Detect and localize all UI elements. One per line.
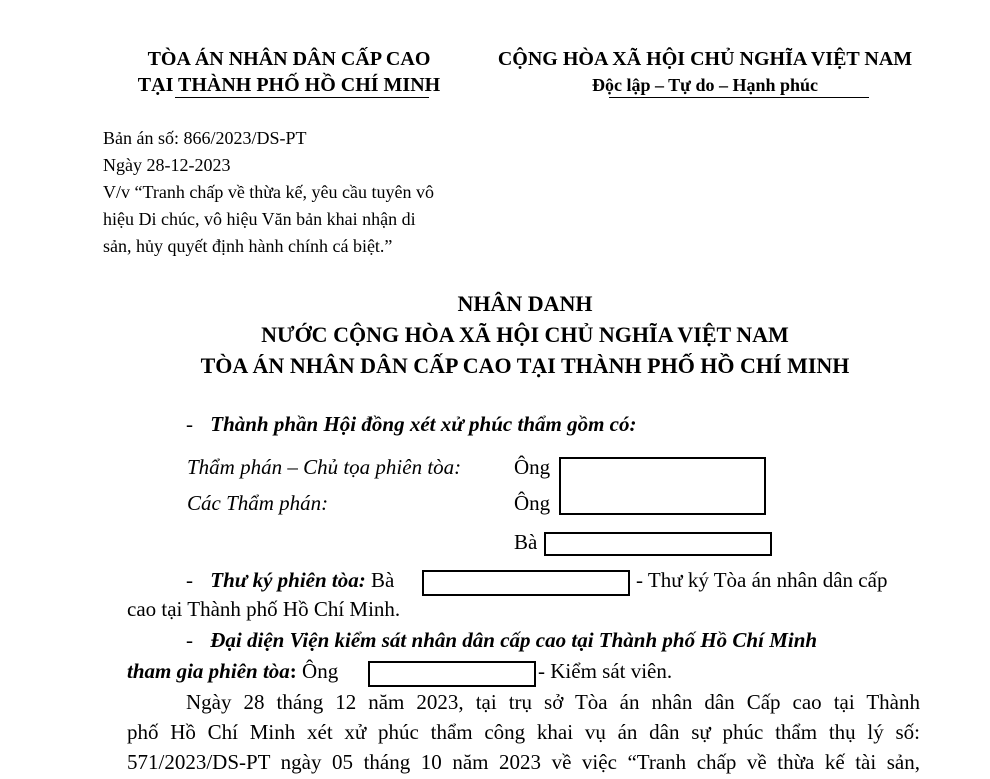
redacted-judge2-name — [544, 532, 772, 556]
clerk-dash: - — [186, 568, 193, 592]
court-name-line2: TẠI THÀNH PHỐ HỒ CHÍ MINH — [137, 74, 441, 96]
clerk-role-tail: - Thư ký Tòa án nhân dân cấp — [636, 568, 888, 592]
presiding-judge-title: Ông — [514, 455, 551, 479]
redacted-prosecutor-name — [368, 661, 536, 687]
court-underline — [175, 97, 429, 98]
title-line-1: NHÂN DANH — [457, 291, 593, 316]
procuracy-label-line2: tham gia phiên tòa — [127, 659, 290, 683]
intro-line-1-text: Ngày 28 tháng 12 năm 2023, tại trụ sở Tòa án nhân dân Cấp cao tại Thành — [186, 690, 920, 714]
motto-underline — [609, 97, 869, 98]
procuracy-label-line1: Đại diện Viện kiểm sát nhân dân cấp cao tại Thành phố Hồ Chí Minh — [210, 628, 818, 652]
intro-line-2 — [127, 720, 920, 745]
judgment-number: Bản án số: 866/2023/DS-PT — [103, 128, 307, 148]
clerk-role-line2: cao tại Thành phố Hồ Chí Minh. — [127, 597, 401, 621]
judgment-title — [0, 288, 990, 381]
court-name — [108, 46, 470, 98]
court-name-line1: TÒA ÁN NHÂN DÂN CẤP CAO — [147, 48, 431, 70]
redacted-judge-names — [559, 457, 766, 515]
procuracy-line1 — [186, 628, 920, 653]
title-line-3: TÒA ÁN NHÂN DÂN CẤP CAO TẠI THÀNH PHỐ HỒ CHÍ MINH — [200, 353, 850, 378]
intro-line-2-text: phố Hồ Chí Minh xét xử phúc thẩm công khai vụ án dân sự phúc thẩm thụ lý số: — [127, 720, 920, 744]
presiding-judge-label: Thẩm phán – Chủ tọa phiên tòa: — [187, 455, 462, 479]
procuracy-line2 — [127, 659, 338, 684]
procuracy-colon: : — [289, 659, 297, 683]
procuracy-dash: - — [186, 628, 193, 652]
panel-dash: - — [186, 412, 193, 436]
judge1-title: Ông — [514, 491, 551, 515]
procuracy-role: - Kiểm sát viên. — [538, 659, 673, 683]
republic-header — [480, 46, 930, 98]
subject-line-2: hiệu Di chúc, vô hiệu Văn bản khai nhận di — [103, 209, 416, 229]
judgment-date: Ngày 28-12-2023 — [103, 155, 231, 175]
clerk-title: Bà — [371, 568, 395, 592]
judgment-meta — [103, 125, 434, 260]
republic-name: CỘNG HÒA XÃ HỘI CHỦ NGHĨA VIỆT NAM — [497, 48, 913, 70]
subject-line-1: V/v “Tranh chấp về thừa kế, yêu cầu tuyên vô — [103, 182, 434, 202]
panel-heading-text: Thành phần Hội đồng xét xử phúc thẩm gồm có: — [210, 412, 637, 436]
clerk-line — [186, 568, 394, 593]
panel-heading — [186, 412, 636, 437]
judges-label: Các Thẩm phán: — [187, 491, 329, 515]
redacted-clerk-name — [422, 570, 630, 596]
clerk-label: Thư ký phiên tòa: — [210, 568, 366, 592]
title-line-2: NƯỚC CỘNG HÒA XÃ HỘI CHỦ NGHĨA VIỆT NAM — [261, 322, 789, 347]
intro-line-3-text: 571/2023/DS-PT ngày 05 tháng 10 năm 2023 về việc “Tranh chấp về thừa kế tài sản, — [127, 750, 920, 774]
national-motto: Độc lập – Tự do – Hạnh phúc — [591, 75, 819, 95]
judge2-title: Bà — [514, 530, 538, 554]
intro-line-3 — [127, 750, 920, 775]
procuracy-title: Ông — [302, 659, 339, 683]
subject-line-3: sản, hủy quyết định hành chính cá biệt.” — [103, 236, 393, 256]
intro-line-1 — [186, 690, 920, 715]
